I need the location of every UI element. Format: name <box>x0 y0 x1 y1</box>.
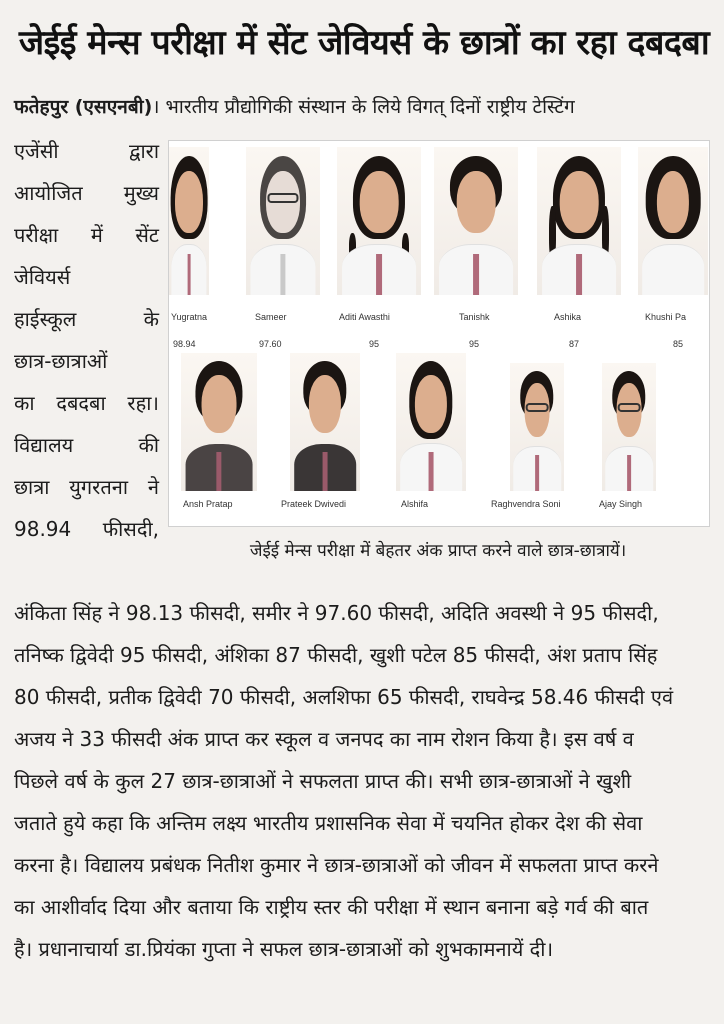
side-line: विद्यालय की <box>14 433 159 457</box>
side-line: एजेंसी द्वारा <box>14 139 159 163</box>
student-photo <box>537 147 621 295</box>
body-line: 80 फीसदी, प्रतीक द्विवेदी 70 फीसदी, अलशिफा 65 फीसदी, राघवेन्द्र 58.46 फीसदी एवं <box>14 685 674 709</box>
side-line: छात्र-छात्राओं <box>14 349 108 373</box>
student-card-ashika <box>534 147 624 295</box>
student-name: Prateek Dwivedi <box>281 499 347 509</box>
student-score: 98.94 <box>173 339 196 349</box>
student-card-prateek <box>277 353 373 491</box>
student-name: Yugratna <box>171 312 208 322</box>
first-line-text: । भारतीय प्रौद्योगिकी संस्थान के लिये विगत् दिनों राष्ट्रीय टेस्टिंग <box>152 96 575 118</box>
body-line: पिछले वर्ष के कुल 27 छात्र-छात्राओं ने सफलता प्राप्त की। सभी छात्र-छात्राओं ने खुशी <box>14 769 632 793</box>
student-card-khushi <box>637 147 709 295</box>
side-line: छात्रा युगरतना ने <box>14 475 159 499</box>
student-name: Sameer <box>255 312 287 322</box>
student-card-raghvendra <box>497 363 577 491</box>
body-line: का आशीर्वाद दिया और बताया कि राष्ट्रीय स्तर की परीक्षा में स्थान बनाना बड़े गर्व की बात <box>14 895 649 919</box>
body-line: अजय ने 33 फीसदी अंक प्राप्त कर स्कूल व जनपद का नाम रोशन किया है। इस वर्ष व <box>14 727 634 751</box>
student-name: Khushi Pa <box>645 312 687 322</box>
side-line: हाईस्कूल के <box>14 307 159 331</box>
student-card-ajay <box>594 363 664 491</box>
student-card-ansh <box>179 353 259 491</box>
student-card-yugratna <box>169 147 209 295</box>
student-photo <box>246 147 320 295</box>
student-name: Ansh Pratap <box>183 499 233 509</box>
student-score: 95 <box>469 339 480 349</box>
body-line: अंकिता सिंह ने 98.13 फीसदी, समीर ने 97.60 फीसदी, अदिति अवस्थी ने 95 फीसदी, <box>14 601 659 625</box>
student-card-tanishk <box>431 147 521 295</box>
student-photo <box>602 363 656 491</box>
headline: जेईई मेन्स परीक्षा में सेंट जेवियर्स के छात्रों का रहा दबदबा <box>18 23 710 63</box>
student-card-sameer <box>241 147 325 295</box>
student-name: Tanishk <box>459 312 490 322</box>
student-score: 97.60 <box>259 339 282 349</box>
student-name: Ashika <box>554 312 582 322</box>
side-line: जेवियर्स <box>14 265 71 289</box>
student-photo <box>337 147 421 295</box>
student-score: 87 <box>569 339 580 349</box>
side-line: 98.94 फीसदी, <box>14 517 159 541</box>
student-photo <box>290 353 360 491</box>
student-name: Raghvendra Soni <box>491 499 561 509</box>
photo-caption: जेईई मेन्स परीक्षा में बेहतर अंक प्राप्त करने वाले छात्र-छात्रायें। <box>249 541 627 561</box>
student-photo <box>434 147 518 295</box>
student-photo <box>169 147 209 295</box>
body-line: तनिष्क द्विवेदी 95 फीसदी, अंशिका 87 फीसदी, खुशी पटेल 85 फीसदी, अंश प्रताप सिंह <box>14 643 658 667</box>
student-photo <box>510 363 564 491</box>
student-card-aditi <box>334 147 424 295</box>
student-score: 85 <box>673 339 684 349</box>
student-score: 95 <box>369 339 380 349</box>
body-line: जताते हुये कहा कि अन्तिम लक्ष्य भारतीय प्रशासनिक सेवा में चयनित होकर देश की सेवा <box>14 811 643 835</box>
student-name: Alshifa <box>401 499 429 509</box>
student-photo <box>181 353 257 491</box>
article-first-line <box>14 92 575 122</box>
body-line: करना है। विद्यालय प्रबंधक नितीश कुमार ने छात्र-छात्राओं को जीवन में सफलता प्राप्त करने <box>14 853 659 877</box>
student-name: Ajay Singh <box>599 499 643 509</box>
student-name: Aditi Awasthi <box>339 312 390 322</box>
student-card-alshifa <box>391 353 471 491</box>
side-line: आयोजित मुख्य <box>14 181 159 205</box>
student-photo <box>638 147 708 295</box>
student-photo <box>396 353 466 491</box>
side-line: परीक्षा में सेंट <box>14 223 159 247</box>
student-photo-panel <box>168 140 710 527</box>
body-line: है। प्रधानाचार्या डा.प्रियंका गुप्ता ने सफल छात्र-छात्राओं को शुभकामनायें दी। <box>14 937 554 961</box>
side-line: का दबदबा रहा। <box>14 391 159 415</box>
dateline: फतेहपुर (एसएनबी) <box>14 96 153 118</box>
